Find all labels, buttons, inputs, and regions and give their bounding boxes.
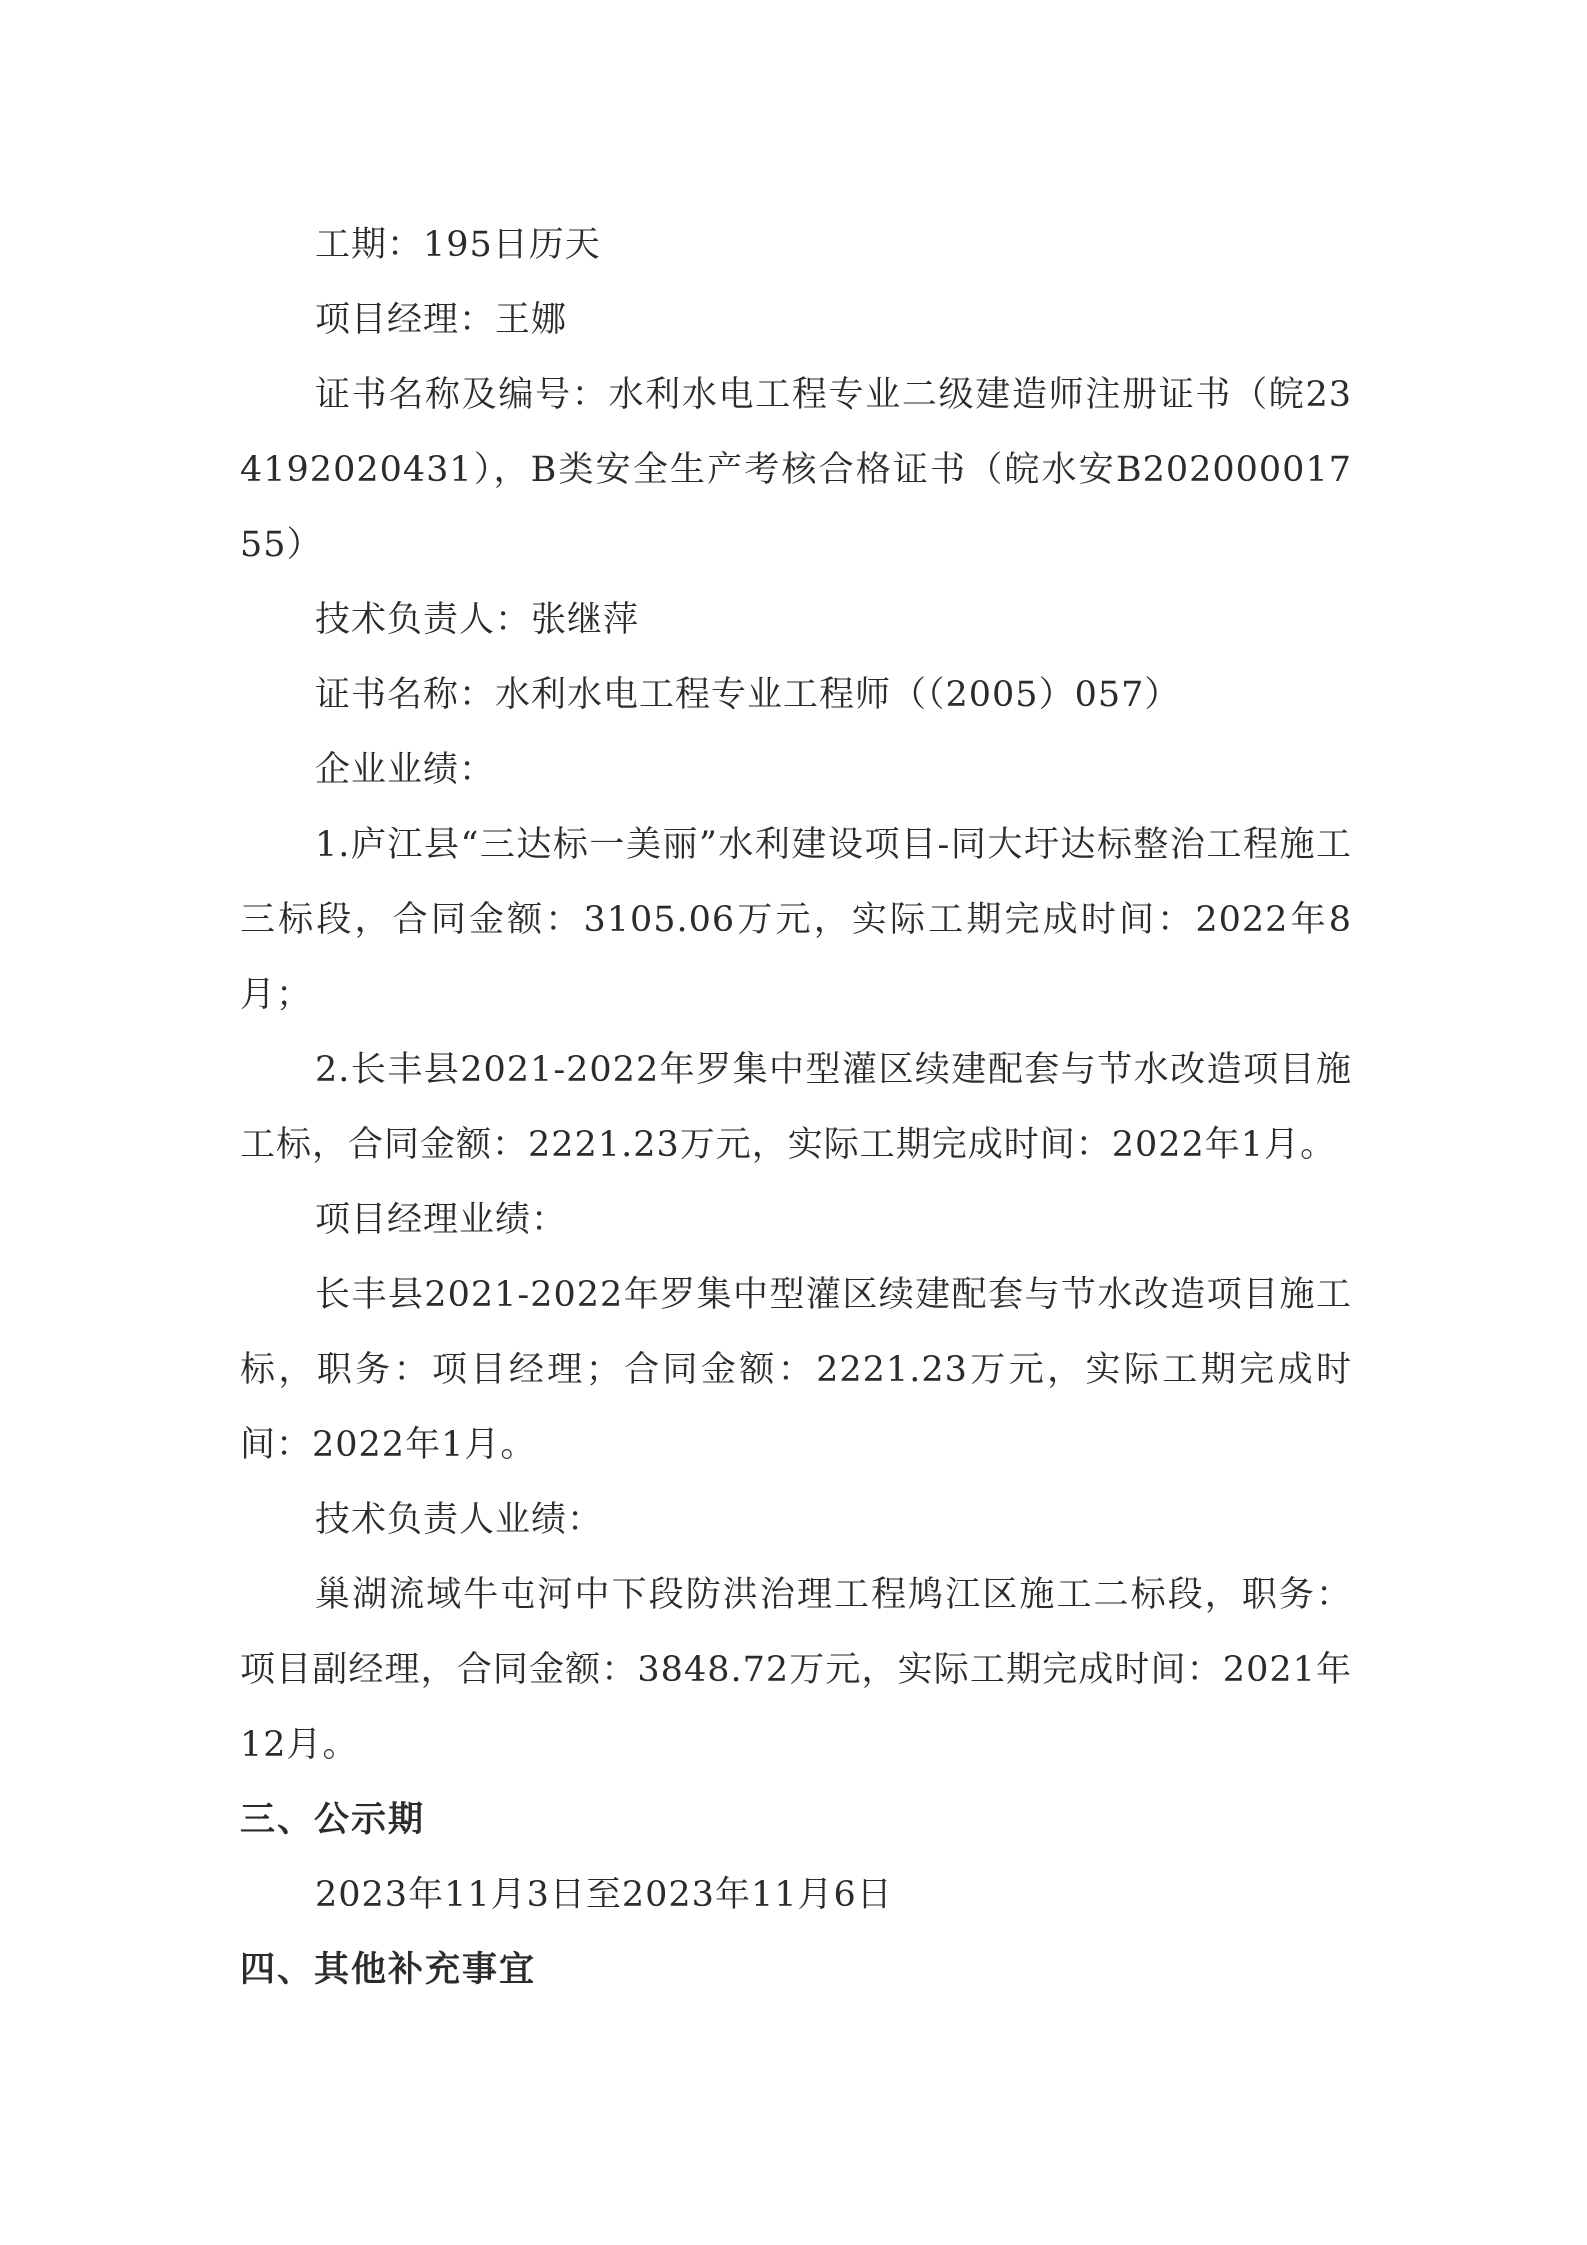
section-heading-publicity-period: 三、公示期	[240, 1800, 426, 1840]
section-heading-other-matters: 四、其他补充事宜	[240, 1950, 537, 1990]
paragraph-publicity-dates: 2023年11月3日至2023年11月6日	[315, 1875, 893, 1915]
paragraph-pm-performance-label: 项目经理业绩：	[315, 1200, 568, 1240]
paragraph-pm-performance: 长丰县2021-2022年罗集中型灌区续建配套与节水改造项目施工标，职务：项目经理；合同金额：2221.23万元，实际工期完成时间：2022年1月。	[240, 1275, 1352, 1465]
paragraph-tech-performance-label: 技术负责人业绩：	[315, 1500, 604, 1540]
paragraph-duration: 工期：195日历天	[315, 225, 601, 265]
paragraph-pm-certificate: 证书名称及编号：水利水电工程专业二级建造师注册证书（皖234192020431），B类安全生产考核合格证书（皖水安B20200001755）	[240, 375, 1352, 565]
paragraph-company-performance-label: 企业业绩：	[315, 750, 496, 790]
document-body	[240, 208, 1352, 2008]
paragraph-tech-certificate: 证书名称：水利水电工程专业工程师（（2005）057）	[315, 675, 1181, 715]
paragraph-technical-lead: 技术负责人：张继萍	[315, 600, 640, 640]
paragraph-tech-performance: 巢湖流域牛屯河中下段防洪治理工程鸠江区施工二标段，职务：项目副经理，合同金额：3848.72万元，实际工期完成时间：2021年12月。	[240, 1575, 1352, 1765]
paragraph-project-manager: 项目经理：王娜	[315, 300, 568, 340]
paragraph-company-performance-2: 2.长丰县2021-2022年罗集中型灌区续建配套与节水改造项目施工标，合同金额：2221.23万元，实际工期完成时间：2022年1月。	[240, 1050, 1352, 1165]
paragraph-company-performance-1: 1.庐江县“三达标一美丽”水利建设项目-同大圩达标整治工程施工三标段，合同金额：3105.06万元，实际工期完成时间：2022年8月；	[240, 825, 1352, 1015]
